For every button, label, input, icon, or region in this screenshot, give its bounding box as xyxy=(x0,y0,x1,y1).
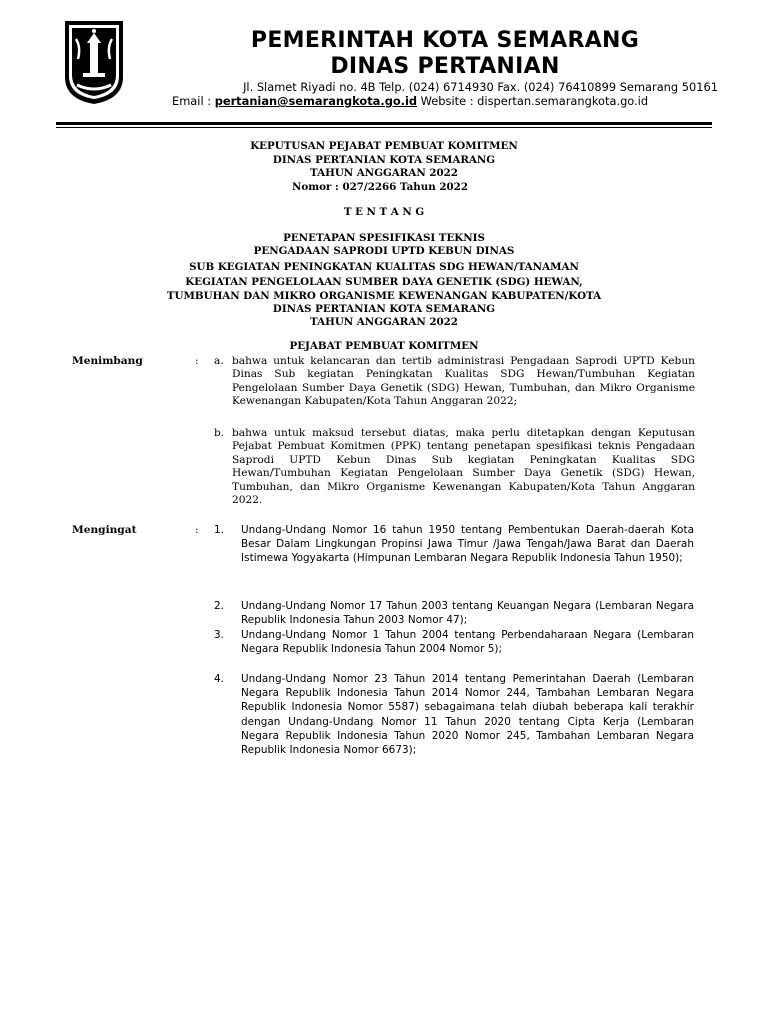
menimbang-colon: : xyxy=(195,355,199,367)
letterhead-divider-thick xyxy=(56,122,712,125)
official-title: PEJABAT PEMBUAT KOMITMEN xyxy=(289,340,479,352)
mengingat-mark-4: 4. xyxy=(214,673,224,685)
menimbang-label: Menimbang xyxy=(72,355,143,367)
menimbang-mark-b: b. xyxy=(214,427,225,439)
mengingat-item-2: Undang-Undang Nomor 17 Tahun 2003 tentang Keuangan Negara (Lembaran Negara Republik Indonesia Tahun 2003 Nomor 47); xyxy=(241,600,694,627)
tentang-heading: T E N T A N G xyxy=(343,206,425,218)
letterhead-contact xyxy=(172,94,732,108)
subject-line-3: SUB KEGIATAN PENINGKATAN KUALITAS SDG HEWAN/TANAMAN xyxy=(189,261,579,273)
mengingat-mark-1: 1. xyxy=(214,524,224,536)
letterhead-divider-thin xyxy=(56,127,712,128)
menimbang-mark-a: a. xyxy=(214,355,224,367)
letterhead-address: Jl. Slamet Riyadi no. 4B Telp. (024) 6714930 Fax. (024) 76410899 Semarang 50161 xyxy=(243,80,718,94)
subject-line-6: DINAS PERTANIAN KOTA SEMARANG xyxy=(272,303,496,315)
website-text: Website : dispertan.semarangkota.go.id xyxy=(417,94,649,108)
letterhead-agency-name: DINAS PERTANIAN xyxy=(330,54,560,79)
semarang-coat-of-arms-icon xyxy=(63,19,125,105)
mengingat-label: Mengingat xyxy=(72,524,137,536)
subject-line-2: PENGADAAN SAPRODI UPTD KEBUN DINAS xyxy=(253,245,515,257)
mengingat-mark-2: 2. xyxy=(214,600,224,612)
decree-year: TAHUN ANGGARAN 2022 xyxy=(310,167,458,179)
menimbang-item-b: bahwa untuk maksud tersebut diatas, maka perlu ditetapkan dengan Keputusan Pejabat Pembuat Komitmen (PPK) tentang penetapan spesifikasi teknis Pengadaan Saprodi UPTD Kebun Dinas Sub kegiatan Peningkatan Kualitas SDG Hewan/Tumbuhan Kegiatan Pengelolaan Sumber Daya Genetik (SDG) Hewan, Tumbuhan, dan Mikro Organisme Kewenangan Kabupaten/Kota Tahun Anggaran 2022. xyxy=(232,427,695,507)
mengingat-mark-3: 3. xyxy=(214,629,224,641)
menimbang-item-a: bahwa untuk kelancaran dan tertib administrasi Pengadaan Saprodi UPTD Kebun Dinas Sub kegiatan Peningkatan Kualitas SDG Hewan/Tumbuhan Kegiatan Pengelolaan Sumber Daya Genetik (SDG) Hewan, Tumbuhan, dan Mikro Organisme Kewenangan Kabupaten/Kota Tahun Anggaran 2022; xyxy=(232,355,695,408)
mengingat-item-1: Undang-Undang Nomor 16 tahun 1950 tentang Pembentukan Daerah-daerah Kota Besar Dalam Lingkungan Propinsi Jawa Timur /Jawa Tengah/Jawa Barat dan Daerah Istimewa Yogyakarta (Himpunan Lembaran Negara Republik Indonesia Tahun 1950); xyxy=(241,524,694,565)
email-link[interactable]: pertanian@semarangkota.go.id xyxy=(214,94,418,108)
subject-line-5: TUMBUHAN DAN MIKRO ORGANISME KEWENANGAN KABUPATEN/KOTA xyxy=(166,290,602,302)
letterhead-government-name: PEMERINTAH KOTA SEMARANG xyxy=(250,28,640,53)
decree-agency: DINAS PERTANIAN KOTA SEMARANG xyxy=(272,153,496,166)
subject-line-1: PENETAPAN SPESIFIKASI TEKNIS xyxy=(283,232,485,244)
decree-number: Nomor : 027/2266 Tahun 2022 xyxy=(292,180,468,193)
mengingat-colon: : xyxy=(195,524,199,536)
mengingat-item-3: Undang-Undang Nomor 1 Tahun 2004 tentang Perbendaharaan Negara (Lembaran Negara Republik Indonesia Tahun 2004 Nomor 5); xyxy=(241,629,694,656)
subject-line-7: TAHUN ANGGARAN 2022 xyxy=(310,316,458,328)
decree-title: KEPUTUSAN PEJABAT PEMBUAT KOMITMEN xyxy=(250,140,518,152)
subject-line-4: KEGIATAN PENGELOLAAN SUMBER DAYA GENETIK (SDG) HEWAN, xyxy=(185,276,583,288)
mengingat-item-4: Undang-Undang Nomor 23 Tahun 2014 tentang Pemerintahan Daerah (Lembaran Negara Republik Indonesia Tahun 2014 Nomor 244, Tambahan Lembaran Negara Republik Indonesia Nomor 5587) sebagaimana telah diubah beberapa kali terakhir dengan Undang-Undang Nomor 11 Tahun 2020 tentang Cipta Kerja (Lembaran Negara Republik Indonesia Tahun 2020 Nomor 245, Tambahan Lembaran Negara Republik Indonesia Nomor 6673); xyxy=(241,673,694,757)
email-label: Email : xyxy=(172,94,215,108)
